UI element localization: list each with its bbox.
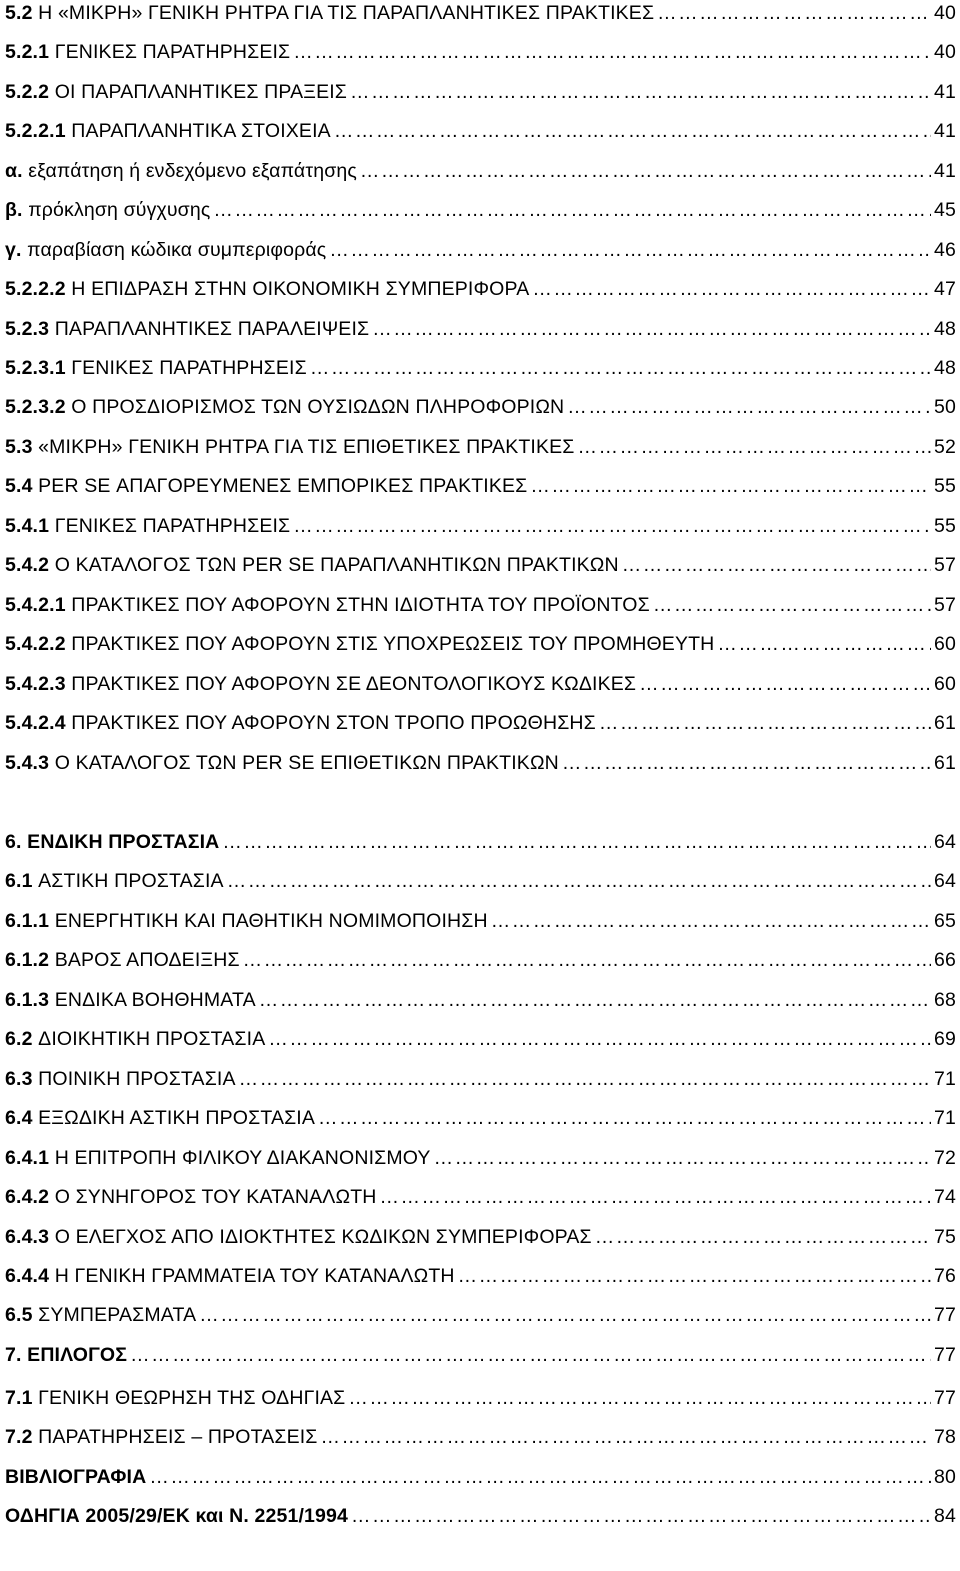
toc-entry[interactable] bbox=[5, 118, 956, 144]
toc-entry-page-number: 65 bbox=[934, 910, 956, 932]
dot-leader bbox=[259, 987, 931, 1013]
dot-leader bbox=[599, 710, 931, 736]
toc-entry-number: 5.2.3.2 bbox=[5, 396, 66, 418]
toc-entry-number: 6.2 bbox=[5, 1028, 33, 1050]
dot-leader bbox=[532, 276, 931, 302]
toc-entry-page-number: 66 bbox=[934, 949, 956, 971]
toc-entry-page-number: 78 bbox=[934, 1426, 956, 1448]
dot-leader bbox=[578, 434, 931, 460]
toc-entry-number: 5.2.1 bbox=[5, 41, 50, 63]
toc-entry-number: 6.4 bbox=[5, 1107, 33, 1129]
dot-leader bbox=[458, 1263, 931, 1289]
dot-leader bbox=[130, 1342, 931, 1368]
toc-entry[interactable] bbox=[5, 1424, 956, 1450]
toc-entry-title: ΠΡΑΚΤΙΚΕΣ ΠΟΥ ΑΦΟΡΟΥΝ ΣΤΙΣ ΥΠΟΧΡΕΩΣΕΙΣ ΤΟΥ ΠΡΟΜΗΘΕΥΤΗ bbox=[71, 633, 715, 655]
toc-entry-title: ΓΕΝΙΚΗ ΘΕΩΡΗΣΗ ΤΗΣ ΟΔΗΓΙΑΣ bbox=[38, 1387, 346, 1409]
toc-entry-page-number: 69 bbox=[934, 1028, 956, 1050]
toc-entry-number: 6.4.2 bbox=[5, 1186, 50, 1208]
toc-entry-title: ΠΟΙΝΙΚΗ ΠΡΟΣΤΑΣΙΑ bbox=[38, 1068, 236, 1090]
toc-entry-title: Ο ΚΑΤΑΛΟΓΟΣ ΤΩΝ PER SE ΠΑΡΑΠΛΑΝΗΤΙΚΩΝ ΠΡΑΚΤΙΚΩΝ bbox=[54, 554, 619, 576]
toc-entry[interactable] bbox=[5, 750, 956, 776]
toc-entry-page-number: 68 bbox=[934, 989, 956, 1011]
toc-entry[interactable] bbox=[5, 158, 956, 184]
toc-entry-page-number: 74 bbox=[934, 1186, 956, 1208]
toc-entry-title: ΓΕΝΙΚΕΣ ΠΑΡΑΤΗΡΗΣΕΙΣ bbox=[71, 357, 307, 379]
toc-entry-number: γ. bbox=[5, 239, 22, 261]
dot-leader bbox=[329, 237, 931, 263]
toc-entry-title: ΠΡΑΚΤΙΚΕΣ ΠΟΥ ΑΦΟΡΟΥΝ ΣΤΗΝ ΙΔΙΟΤΗΤΑ ΤΟΥ ΠΡΟΪΟΝΤΟΣ bbox=[71, 594, 650, 616]
toc-entry-page-number: 64 bbox=[934, 870, 956, 892]
dot-leader bbox=[595, 1224, 931, 1250]
toc-entry-number: 5.4.2 bbox=[5, 554, 50, 576]
toc-entry-title: ΕΠΙΛΟΓΟΣ bbox=[27, 1344, 128, 1366]
toc-entry-title: ΑΣΤΙΚΗ ΠΡΟΣΤΑΣΙΑ bbox=[38, 870, 224, 892]
dot-leader bbox=[350, 79, 931, 105]
toc-entry-number: 5.2.3.1 bbox=[5, 357, 66, 379]
toc-entry-page-number: 48 bbox=[934, 318, 956, 340]
toc-entry-number: 5.4.2.4 bbox=[5, 712, 66, 734]
toc-entry-page-number: 64 bbox=[934, 831, 956, 853]
toc-entry-number: 5.4.1 bbox=[5, 515, 50, 537]
toc-entry-number: 5.4.2.1 bbox=[5, 594, 66, 616]
toc-entry-number: α. bbox=[5, 160, 23, 182]
toc-entry-title: ΟΔΗΓΙΑ 2005/29/ΕΚ και Ν. 2251/1994 bbox=[5, 1505, 349, 1527]
toc-entry-title: Ο ΚΑΤΑΛΟΓΟΣ ΤΩΝ PER SE ΕΠΙΘΕΤΙΚΩΝ ΠΡΑΚΤΙΚΩΝ bbox=[54, 752, 559, 774]
toc-entry-title: Ο ΣΥΝΗΓΟΡΟΣ ΤΟΥ ΚΑΤΑΝΑΛΩΤΗ bbox=[54, 1186, 377, 1208]
dot-leader bbox=[622, 552, 931, 578]
toc-entry-page-number: 77 bbox=[934, 1304, 956, 1326]
toc-entry-title: Η ΕΠΙΔΡΑΣΗ ΣΤΗΝ ΟΙΚΟΝΟΜΙΚΗ ΣΥΜΠΕΡΙΦΟΡΑ bbox=[71, 278, 530, 300]
dot-leader bbox=[348, 1385, 931, 1411]
toc-entry-title: «ΜΙΚΡΗ» ΓΕΝΙΚΗ ΡΗΤΡΑ ΓΙΑ ΤΙΣ ΕΠΙΘΕΤΙΚΕΣ ΠΡΑΚΤΙΚΕΣ bbox=[38, 436, 575, 458]
toc-entry-number: 5.3 bbox=[5, 436, 33, 458]
toc-entry-number: 6.5 bbox=[5, 1304, 33, 1326]
toc-entry-number: β. bbox=[5, 199, 23, 221]
dot-leader bbox=[149, 1464, 931, 1490]
toc-entry-title: ΕΞΩΔΙΚΗ ΑΣΤΙΚΗ ΠΡΟΣΤΑΣΙΑ bbox=[38, 1107, 316, 1129]
toc-entry-number: 6.4.4 bbox=[5, 1265, 50, 1287]
toc-entry-title: PER SE ΑΠΑΓΟΡΕΥΜΕΝΕΣ ΕΜΠΟΡΙΚΕΣ ΠΡΑΚΤΙΚΕΣ bbox=[38, 475, 528, 497]
toc-entry-page-number: 55 bbox=[934, 475, 956, 497]
toc-entry-number: 6.3 bbox=[5, 1068, 33, 1090]
toc-entry[interactable] bbox=[5, 631, 956, 657]
dot-leader bbox=[491, 908, 931, 934]
toc-entry[interactable] bbox=[5, 355, 956, 381]
toc-entry[interactable] bbox=[5, 1385, 956, 1411]
toc-entry-number: 5.4.3 bbox=[5, 752, 50, 774]
toc-entry-title: παραβίαση κώδικα συμπεριφοράς bbox=[27, 239, 327, 261]
toc-entry-page-number: 77 bbox=[934, 1387, 956, 1409]
toc-entry-page-number: 76 bbox=[934, 1265, 956, 1287]
toc-entry[interactable] bbox=[5, 394, 956, 420]
toc-entry[interactable] bbox=[5, 1224, 956, 1250]
toc-entry-number: 6.1.2 bbox=[5, 949, 50, 971]
toc-entry-page-number: 80 bbox=[934, 1466, 956, 1488]
toc-entry-page-number: 46 bbox=[934, 239, 956, 261]
toc-entry[interactable] bbox=[5, 868, 956, 894]
toc-entry-page-number: 61 bbox=[934, 752, 956, 774]
toc-entry-page-number: 47 bbox=[934, 278, 956, 300]
dot-leader bbox=[268, 1026, 931, 1052]
toc-entry-title: ΔΙΟΙΚΗΤΙΚΗ ΠΡΟΣΤΑΣΙΑ bbox=[38, 1028, 266, 1050]
dot-leader bbox=[293, 39, 931, 65]
toc-entry[interactable] bbox=[5, 671, 956, 697]
toc-entry-number: 6. bbox=[5, 831, 22, 853]
toc-entry-title: ΠΡΑΚΤΙΚΕΣ ΠΟΥ ΑΦΟΡΟΥΝ ΣΕ ΔΕΟΝΤΟΛΟΓΙΚΟΥΣ ΚΩΔΙΚΕΣ bbox=[71, 673, 637, 695]
toc-entry-title: ΠΑΡΑΠΛΑΝΗΤΙΚΑ ΣΤΟΙΧΕΙΑ bbox=[71, 120, 331, 142]
toc-entry-number: 6.1.1 bbox=[5, 910, 50, 932]
dot-leader bbox=[199, 1302, 931, 1328]
toc-entry[interactable] bbox=[5, 197, 956, 223]
dot-leader bbox=[380, 1184, 931, 1210]
dot-leader bbox=[639, 671, 931, 697]
dot-leader bbox=[318, 1105, 931, 1131]
toc-entry-number: 5.2.3 bbox=[5, 318, 50, 340]
toc-entry-number: 6.1.3 bbox=[5, 989, 50, 1011]
toc-entry-number: 7.1 bbox=[5, 1387, 33, 1409]
toc-entry-number: 7.2 bbox=[5, 1426, 33, 1448]
toc-entry-number: 7. bbox=[5, 1344, 22, 1366]
toc-entry-number: 6.4.3 bbox=[5, 1226, 50, 1248]
toc-entry[interactable] bbox=[5, 0, 956, 26]
dot-leader bbox=[360, 158, 931, 184]
toc-entry-page-number: 71 bbox=[934, 1068, 956, 1090]
toc-entry-page-number: 61 bbox=[934, 712, 956, 734]
toc-entry-number: 5.2.2.1 bbox=[5, 120, 66, 142]
toc-entry-title: Ο ΠΡΟΣΔΙΟΡΙΣΜΟΣ ΤΩΝ ΟΥΣΙΩΔΩΝ ΠΛΗΡΟΦΟΡΙΩΝ bbox=[71, 396, 565, 418]
toc-entry-page-number: 75 bbox=[934, 1226, 956, 1248]
toc-entry[interactable] bbox=[5, 39, 956, 65]
toc-entry-title: ΕΝΔΙΚΗ ΠΡΟΣΤΑΣΙΑ bbox=[27, 831, 220, 853]
toc-entry[interactable] bbox=[5, 1105, 956, 1131]
toc-entry-page-number: 60 bbox=[934, 673, 956, 695]
dot-leader bbox=[530, 473, 931, 499]
toc-entry[interactable] bbox=[5, 237, 956, 263]
toc-entry[interactable] bbox=[5, 79, 956, 105]
dot-leader bbox=[239, 1066, 931, 1092]
toc-entry-page-number: 72 bbox=[934, 1147, 956, 1169]
toc-entry-number: 6.4.1 bbox=[5, 1147, 50, 1169]
toc-entry-number: 5.4.2.2 bbox=[5, 633, 66, 655]
toc-entry-title: πρόκληση σύγχυσης bbox=[28, 199, 211, 221]
dot-leader bbox=[717, 631, 931, 657]
toc-entry[interactable] bbox=[5, 1263, 956, 1289]
toc-entry[interactable] bbox=[5, 276, 956, 302]
toc-entry-title: ΒΙΒΛΙΟΓΡΑΦΙΑ bbox=[5, 1466, 147, 1488]
toc-entry-number: 5.2.2 bbox=[5, 81, 50, 103]
toc-entry-page-number: 60 bbox=[934, 633, 956, 655]
toc-entry-title: ΠΑΡΑΠΛΑΝΗΤΙΚΕΣ ΠΑΡΑΛΕΙΨΕΙΣ bbox=[54, 318, 370, 340]
toc-entry[interactable] bbox=[5, 1503, 956, 1529]
toc-entry[interactable] bbox=[5, 1184, 956, 1210]
toc-entry-title: ΓΕΝΙΚΕΣ ΠΑΡΑΤΗΡΗΣΕΙΣ bbox=[54, 41, 291, 63]
toc-entry-page-number: 41 bbox=[934, 160, 956, 182]
dot-leader bbox=[222, 829, 931, 855]
toc-entry[interactable] bbox=[5, 1145, 956, 1171]
toc-entry-title: εξαπάτηση ή ενδεχόμενο εξαπάτησης bbox=[28, 160, 357, 182]
toc-entry-number: 5.2.2.2 bbox=[5, 278, 66, 300]
toc-entry-page-number: 71 bbox=[934, 1107, 956, 1129]
toc-entry[interactable] bbox=[5, 552, 956, 578]
toc-entry-page-number: 50 bbox=[934, 396, 956, 418]
toc-entry-page-number: 41 bbox=[934, 120, 956, 142]
dot-leader bbox=[567, 394, 931, 420]
dot-leader bbox=[351, 1503, 931, 1529]
toc-entry-page-number: 45 bbox=[934, 199, 956, 221]
toc-entry[interactable] bbox=[5, 710, 956, 736]
toc-entry-title: ΣΥΜΠΕΡΑΣΜΑΤΑ bbox=[38, 1304, 197, 1326]
toc-entry[interactable] bbox=[5, 829, 956, 855]
toc-entry-page-number: 48 bbox=[934, 357, 956, 379]
toc-entry-page-number: 41 bbox=[934, 81, 956, 103]
toc-entry-title: Η ΕΠΙΤΡΟΠΗ ΦΙΛΙΚΟΥ ΔΙΑΚΑΝΟΝΙΣΜΟΥ bbox=[54, 1147, 431, 1169]
dot-leader bbox=[243, 947, 931, 973]
toc-entry-page-number: 40 bbox=[934, 2, 956, 24]
toc-entry-title: ΠΡΑΚΤΙΚΕΣ ΠΟΥ ΑΦΟΡΟΥΝ ΣΤΟΝ ΤΡΟΠΟ ΠΡΟΩΘΗΣΗΣ bbox=[71, 712, 596, 734]
toc-entry[interactable] bbox=[5, 513, 956, 539]
toc-entry[interactable] bbox=[5, 987, 956, 1013]
toc-entry[interactable] bbox=[5, 1302, 956, 1328]
dot-leader bbox=[293, 513, 931, 539]
toc-entry[interactable] bbox=[5, 908, 956, 934]
dot-leader bbox=[334, 118, 931, 144]
toc-entry[interactable] bbox=[5, 434, 956, 460]
dot-leader bbox=[213, 197, 931, 223]
toc-entry-page-number: 40 bbox=[934, 41, 956, 63]
toc-entry-page-number: 77 bbox=[934, 1344, 956, 1366]
toc-entry[interactable] bbox=[5, 316, 956, 342]
toc-entry-page-number: 57 bbox=[934, 594, 956, 616]
dot-leader bbox=[653, 592, 931, 618]
toc-entry-page-number: 55 bbox=[934, 515, 956, 537]
toc-entry[interactable] bbox=[5, 1026, 956, 1052]
toc-entry-page-number: 57 bbox=[934, 554, 956, 576]
toc-entry[interactable] bbox=[5, 473, 956, 499]
toc-entry[interactable] bbox=[5, 1464, 956, 1490]
dot-leader bbox=[321, 1424, 931, 1450]
dot-leader bbox=[310, 355, 931, 381]
toc-entry-title: Ο ΕΛΕΓΧΟΣ ΑΠΟ ΙΔΙΟΚΤΗΤΕΣ ΚΩΔΙΚΩΝ ΣΥΜΠΕΡΙΦΟΡΑΣ bbox=[54, 1226, 592, 1248]
toc-entry-title: ΕΝΕΡΓΗΤΙΚΗ ΚΑΙ ΠΑΘΗΤΙΚΗ ΝΟΜΙΜΟΠΟΙΗΣΗ bbox=[54, 910, 488, 932]
toc-entry-number: 5.4 bbox=[5, 475, 33, 497]
toc-entry-title: ΕΝΔΙΚΑ ΒΟΗΘΗΜΑΤΑ bbox=[54, 989, 256, 1011]
toc-entry-number: 5.4.2.3 bbox=[5, 673, 66, 695]
dot-leader bbox=[562, 750, 931, 776]
toc-entry-page-number: 52 bbox=[934, 436, 956, 458]
toc-entry-title: ΠΑΡΑΤΗΡΗΣΕΙΣ – ΠΡΟΤΑΣΕΙΣ bbox=[38, 1426, 318, 1448]
toc-entry[interactable] bbox=[5, 1342, 956, 1368]
toc-entry-title: ΒΑΡΟΣ ΑΠΟΔΕΙΞΗΣ bbox=[54, 949, 240, 971]
toc-entry-title: Η ΓΕΝΙΚΗ ΓΡΑΜΜΑΤΕΙΑ ΤΟΥ ΚΑΤΑΝΑΛΩΤΗ bbox=[54, 1265, 455, 1287]
toc-entry[interactable] bbox=[5, 947, 956, 973]
toc-entry-page-number: 84 bbox=[934, 1505, 956, 1527]
toc-entry-number: 6.1 bbox=[5, 870, 33, 892]
toc-entry-number: 5.2 bbox=[5, 2, 33, 24]
toc-entry-title: ΟΙ ΠΑΡΑΠΛΑΝΗΤΙΚΕΣ ΠΡΑΞΕΙΣ bbox=[54, 81, 348, 103]
dot-leader bbox=[227, 868, 931, 894]
toc-entry[interactable] bbox=[5, 1066, 956, 1092]
dot-leader bbox=[434, 1145, 931, 1171]
toc-entry-title: Η «ΜΙΚΡΗ» ΓΕΝΙΚΗ ΡΗΤΡΑ ΓΙΑ ΤΙΣ ΠΑΡΑΠΛΑΝΗΤΙΚΕΣ ΠΡΑΚΤΙΚΕΣ bbox=[38, 2, 655, 24]
toc-entry-title: ΓΕΝΙΚΕΣ ΠΑΡΑΤΗΡΗΣΕΙΣ bbox=[54, 515, 291, 537]
dot-leader bbox=[372, 316, 931, 342]
dot-leader bbox=[657, 0, 931, 26]
toc-entry[interactable] bbox=[5, 592, 956, 618]
